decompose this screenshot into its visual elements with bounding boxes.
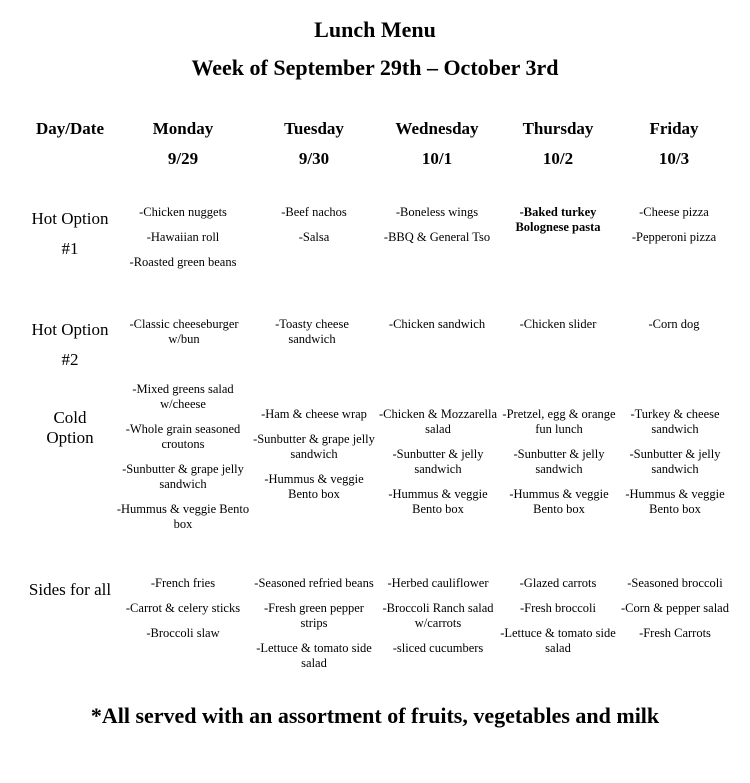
menu-cell [374,205,500,255]
menu-cell [495,407,623,527]
menu-item: -Salsa [298,230,330,244]
menu-item: -Chicken sandwich [388,317,486,331]
menu-cell [251,576,377,681]
menu-item: -Cheese pizza [639,205,709,219]
day-header-friday [609,114,739,174]
menu-cell [495,317,621,342]
menu-cell [495,576,621,666]
menu-item: -Chicken slider [519,317,597,331]
menu-item: -Toasty cheese sandwich [275,317,349,346]
menu-item: -Classic cheeseburger w/bun [129,317,239,346]
menu-cell [251,205,377,255]
menu-item: -Hummus & veggie Bento box [264,472,364,501]
menu-item: -Turkey & cheese sandwich [630,407,720,436]
menu-cell [615,407,735,527]
menu-cell [611,205,737,255]
menu-item: -Sunbutter & jelly sandwich [513,447,605,476]
menu-cell [256,317,368,357]
row-label-line: Cold [53,408,87,427]
day-header-monday [118,114,248,174]
day-name: Friday [649,119,699,138]
menu-item: -Chicken & Mozzarella salad [378,407,497,436]
menu-cell [116,382,250,542]
menu-item: -Sunbutter & grape jelly sandwich [253,432,375,461]
menu-cell [374,317,500,342]
menu-item: -Pepperoni pizza [631,230,717,244]
menu-cell [120,205,246,280]
row-label-line: #2 [61,350,79,369]
menu-item: -Roasted green beans [129,255,237,269]
day-header-wednesday [372,114,502,174]
menu-item: -Corn & pepper salad [621,601,729,615]
menu-item: -Corn dog [648,317,700,331]
menu-item: -Broccoli slaw [146,626,220,640]
day-name: Wednesday [395,119,479,138]
menu-item: -Hummus & veggie Bento box [116,502,250,531]
row-label-hot-option-1 [5,204,135,264]
menu-cell [613,576,737,651]
menu-item: -Seasoned broccoli [627,576,723,590]
menu-item: -Chicken nuggets [139,205,227,219]
menu-item: -Ham & cheese wrap [261,407,367,421]
row-label-line: Option [46,428,94,447]
row-label-line: Hot Option [31,320,109,339]
menu-cell [374,407,502,527]
menu-item: -Hummus & veggie Bento box [509,487,609,516]
day-header-tuesday [249,114,379,174]
row-label-line: Hot Option [31,209,109,228]
day-header-thursday [493,114,623,174]
menu-item: -French fries [150,576,216,590]
page-title: Lunch Menu [314,17,436,42]
day-name: Thursday [522,119,594,138]
menu-cell [374,576,502,666]
menu-item: -Glazed carrots [519,576,597,590]
menu-cell [611,317,737,342]
menu-item: -Seasoned refried beans [254,576,374,590]
row-label-line: Sides for all [28,580,112,599]
row-label-line: #1 [61,239,79,258]
menu-item: -sliced cucumbers [392,641,484,655]
menu-item: -Broccoli Ranch salad w/carrots [382,601,494,630]
menu-item: -Lettuce & tomato side salad [500,626,616,655]
day-date: 10/3 [658,149,690,168]
menu-cell [251,407,377,512]
page-subtitle: Week of September 29th – October 3rd [191,55,559,80]
menu-item: -BBQ & General Tso [383,230,491,244]
menu-item: -Pretzel, egg & orange fun lunch [502,407,616,436]
menu-item: -Hummus & veggie Bento box [388,487,488,516]
day-name: Monday [152,119,214,138]
menu-item: -Fresh green pepper strips [264,601,364,630]
menu-item: -Fresh broccoli [519,601,597,615]
corner-header: Day/Date [36,119,104,138]
day-date: 10/1 [421,149,453,168]
menu-cell [120,576,246,651]
day-date: 9/30 [298,149,330,168]
menu-item: -Baked turkey Bolognese pasta [515,205,601,234]
footer-note: *All served with an assortment of fruits, vegetables and milk [90,703,660,728]
row-label-sides [5,575,135,605]
menu-item: -Carrot & celery sticks [125,601,241,615]
menu-cell [120,317,248,357]
menu-item: -Lettuce & tomato side salad [256,641,372,670]
day-date: 10/2 [542,149,574,168]
menu-item: -Beef nachos [281,205,347,219]
menu-item: -Boneless wings [395,205,479,219]
day-date: 9/29 [167,149,199,168]
menu-item: -Whole grain seasoned croutons [125,422,241,451]
row-label-hot-option-2 [5,315,135,375]
menu-item: -Sunbutter & jelly sandwich [392,447,484,476]
menu-item: -Mixed greens salad w/cheese [132,382,234,411]
menu-cell [495,205,621,245]
menu-item: -Herbed cauliflower [387,576,489,590]
menu-item: -Sunbutter & jelly sandwich [629,447,721,476]
menu-item: -Fresh Carrots [639,626,711,640]
menu-item: -Sunbutter & grape jelly sandwich [122,462,244,491]
menu-item: -Hummus & veggie Bento box [625,487,725,516]
menu-item: -Hawaiian roll [146,230,220,244]
day-name: Tuesday [284,119,344,138]
